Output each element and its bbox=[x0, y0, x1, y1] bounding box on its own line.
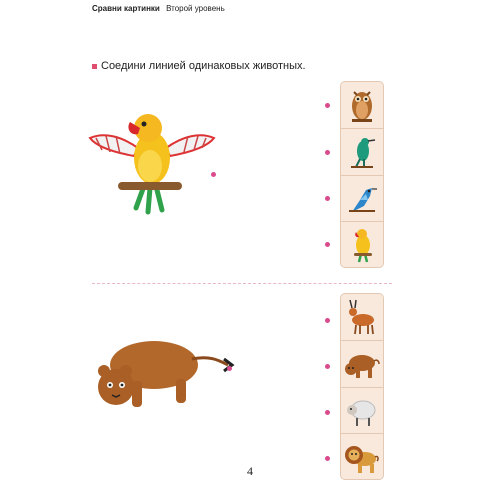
connect-dot[interactable] bbox=[325, 410, 330, 415]
lion-cub-picture bbox=[92, 325, 238, 425]
option-card-sheep[interactable] bbox=[341, 387, 383, 434]
connect-dot[interactable] bbox=[325, 196, 330, 201]
kingfisher-icon bbox=[346, 180, 378, 218]
instruction bbox=[92, 60, 306, 72]
connect-dot[interactable] bbox=[325, 150, 330, 155]
connect-dot[interactable] bbox=[325, 103, 330, 108]
option-card-lion-cub[interactable] bbox=[341, 340, 383, 387]
instruction-text: Соедини линией одинаковых животных. bbox=[101, 60, 306, 72]
sheep-icon bbox=[345, 392, 379, 430]
options-column-2 bbox=[340, 293, 384, 480]
hummingbird-icon bbox=[348, 133, 376, 171]
header-subtitle: Второй уровень bbox=[166, 4, 225, 13]
connect-dot[interactable] bbox=[227, 366, 232, 371]
parrot-icon bbox=[348, 225, 376, 265]
connect-dot[interactable] bbox=[325, 364, 330, 369]
connect-dot[interactable] bbox=[211, 172, 216, 177]
option-card-parrot[interactable] bbox=[341, 221, 383, 268]
bullet-square-icon bbox=[92, 64, 97, 69]
page-header bbox=[92, 4, 225, 13]
options-column-1 bbox=[340, 81, 384, 268]
header-title: Сравни картинки bbox=[92, 4, 160, 13]
connect-dot[interactable] bbox=[325, 242, 330, 247]
antelope-icon bbox=[345, 298, 379, 336]
section-divider bbox=[92, 283, 392, 284]
option-card-kingfisher[interactable] bbox=[341, 175, 383, 222]
connect-dot[interactable] bbox=[325, 318, 330, 323]
option-card-hummingbird[interactable] bbox=[341, 128, 383, 175]
parrot-picture bbox=[86, 100, 218, 220]
lion-cub-icon bbox=[344, 345, 380, 383]
owl-icon bbox=[348, 86, 376, 124]
option-card-antelope[interactable] bbox=[341, 294, 383, 340]
option-card-owl[interactable] bbox=[341, 82, 383, 128]
connect-dot[interactable] bbox=[325, 456, 330, 461]
page-number: 4 bbox=[247, 464, 253, 478]
